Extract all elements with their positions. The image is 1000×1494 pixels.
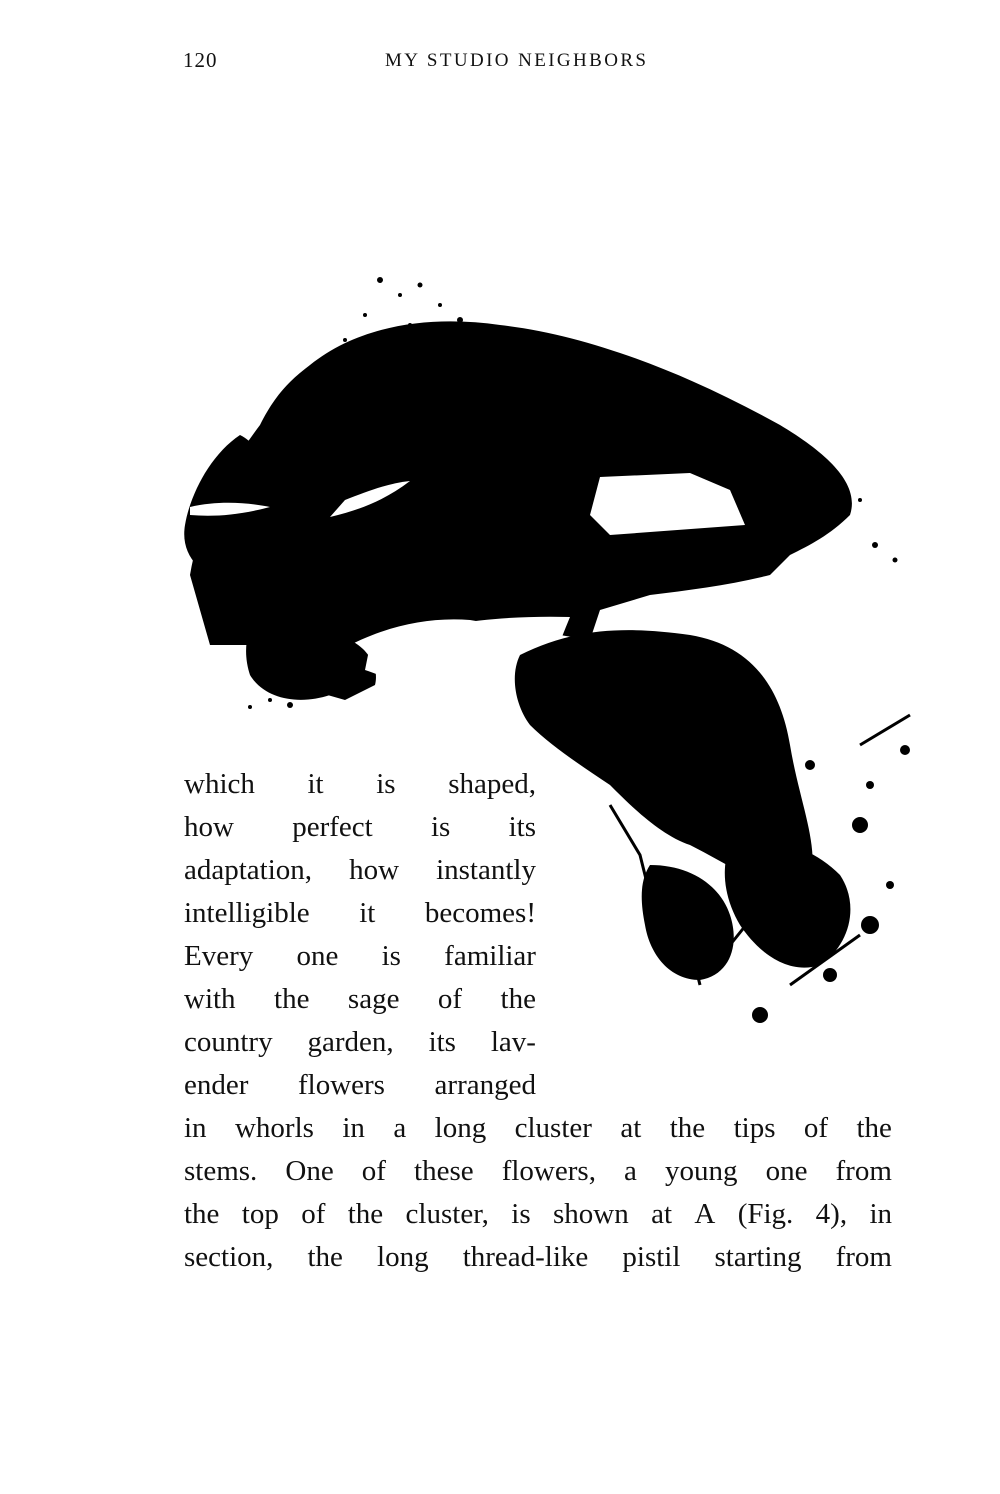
word: in — [342, 1112, 365, 1144]
word: young — [664, 1155, 738, 1187]
word: the — [347, 1198, 384, 1230]
word: familiar — [444, 940, 536, 972]
word: (Fig. — [737, 1198, 794, 1230]
word: the — [184, 1198, 220, 1230]
word: it — [359, 897, 376, 929]
word: how — [349, 854, 400, 886]
word: garden, — [307, 1026, 394, 1058]
word: these — [414, 1155, 474, 1187]
text-line — [184, 1071, 536, 1100]
word: arranged — [434, 1069, 536, 1101]
word: the — [669, 1112, 706, 1144]
word: lav- — [490, 1026, 536, 1058]
word: 4), — [815, 1198, 848, 1230]
word: Every — [184, 940, 254, 972]
word: which — [184, 768, 255, 800]
word: a — [624, 1155, 637, 1187]
word: section, — [184, 1241, 274, 1273]
text-line — [184, 770, 536, 799]
word: A — [694, 1198, 716, 1230]
word: long — [434, 1112, 487, 1144]
text-line — [184, 1157, 892, 1186]
word: the — [274, 983, 310, 1015]
word: pistil — [622, 1241, 681, 1273]
word: from — [835, 1155, 892, 1187]
word: at — [620, 1112, 642, 1144]
word: of — [437, 983, 463, 1015]
word: one — [765, 1155, 808, 1187]
word: of — [301, 1198, 326, 1230]
word: shaped, — [448, 768, 536, 800]
word: tips — [733, 1112, 776, 1144]
text-line — [184, 1028, 536, 1057]
word: country — [184, 1026, 273, 1058]
word: how — [184, 811, 234, 843]
word: flowers, — [501, 1155, 596, 1187]
word: adaptation, — [184, 854, 313, 886]
word: thread-like — [462, 1241, 589, 1273]
word: cluster, — [405, 1198, 489, 1230]
text-line — [184, 1114, 892, 1143]
word: of — [803, 1112, 829, 1144]
word: starting — [714, 1241, 802, 1273]
word: the — [856, 1112, 892, 1144]
text-line — [184, 942, 536, 971]
word: is — [376, 768, 396, 800]
word: One — [285, 1155, 334, 1187]
text-line — [184, 813, 536, 842]
word: the — [500, 983, 536, 1015]
word: intelligible — [184, 897, 310, 929]
word: of — [361, 1155, 386, 1187]
running-title: MY STUDIO NEIGHBORS — [385, 50, 649, 71]
page-number: 120 — [183, 48, 218, 72]
word: long — [377, 1241, 429, 1273]
word: its — [508, 811, 536, 843]
word: is — [381, 940, 401, 972]
word: in — [184, 1112, 207, 1144]
text-line — [184, 985, 536, 1014]
word: stems. — [184, 1155, 258, 1187]
text-line — [184, 856, 536, 885]
word: becomes! — [424, 897, 536, 929]
word: it — [307, 768, 324, 800]
word: shown — [553, 1198, 629, 1230]
word: perfect — [292, 811, 373, 843]
word: from — [835, 1241, 892, 1273]
word: ender — [184, 1069, 249, 1101]
word: in — [869, 1198, 892, 1230]
word: at — [651, 1198, 673, 1230]
text-line — [184, 1200, 892, 1229]
text-line — [184, 1243, 892, 1272]
word: instantly — [436, 854, 536, 886]
text-line — [184, 899, 536, 928]
word: the — [307, 1241, 343, 1273]
word: its — [428, 1026, 456, 1058]
word: is — [511, 1198, 531, 1230]
word: cluster — [514, 1112, 592, 1144]
word: one — [296, 940, 339, 972]
word: whorls — [234, 1112, 314, 1144]
word: is — [430, 811, 451, 843]
word: with — [184, 983, 236, 1015]
word: top — [241, 1198, 279, 1230]
word: sage — [347, 983, 400, 1015]
word: a — [393, 1112, 407, 1144]
running-head — [0, 48, 1000, 78]
word: flowers — [297, 1069, 385, 1101]
